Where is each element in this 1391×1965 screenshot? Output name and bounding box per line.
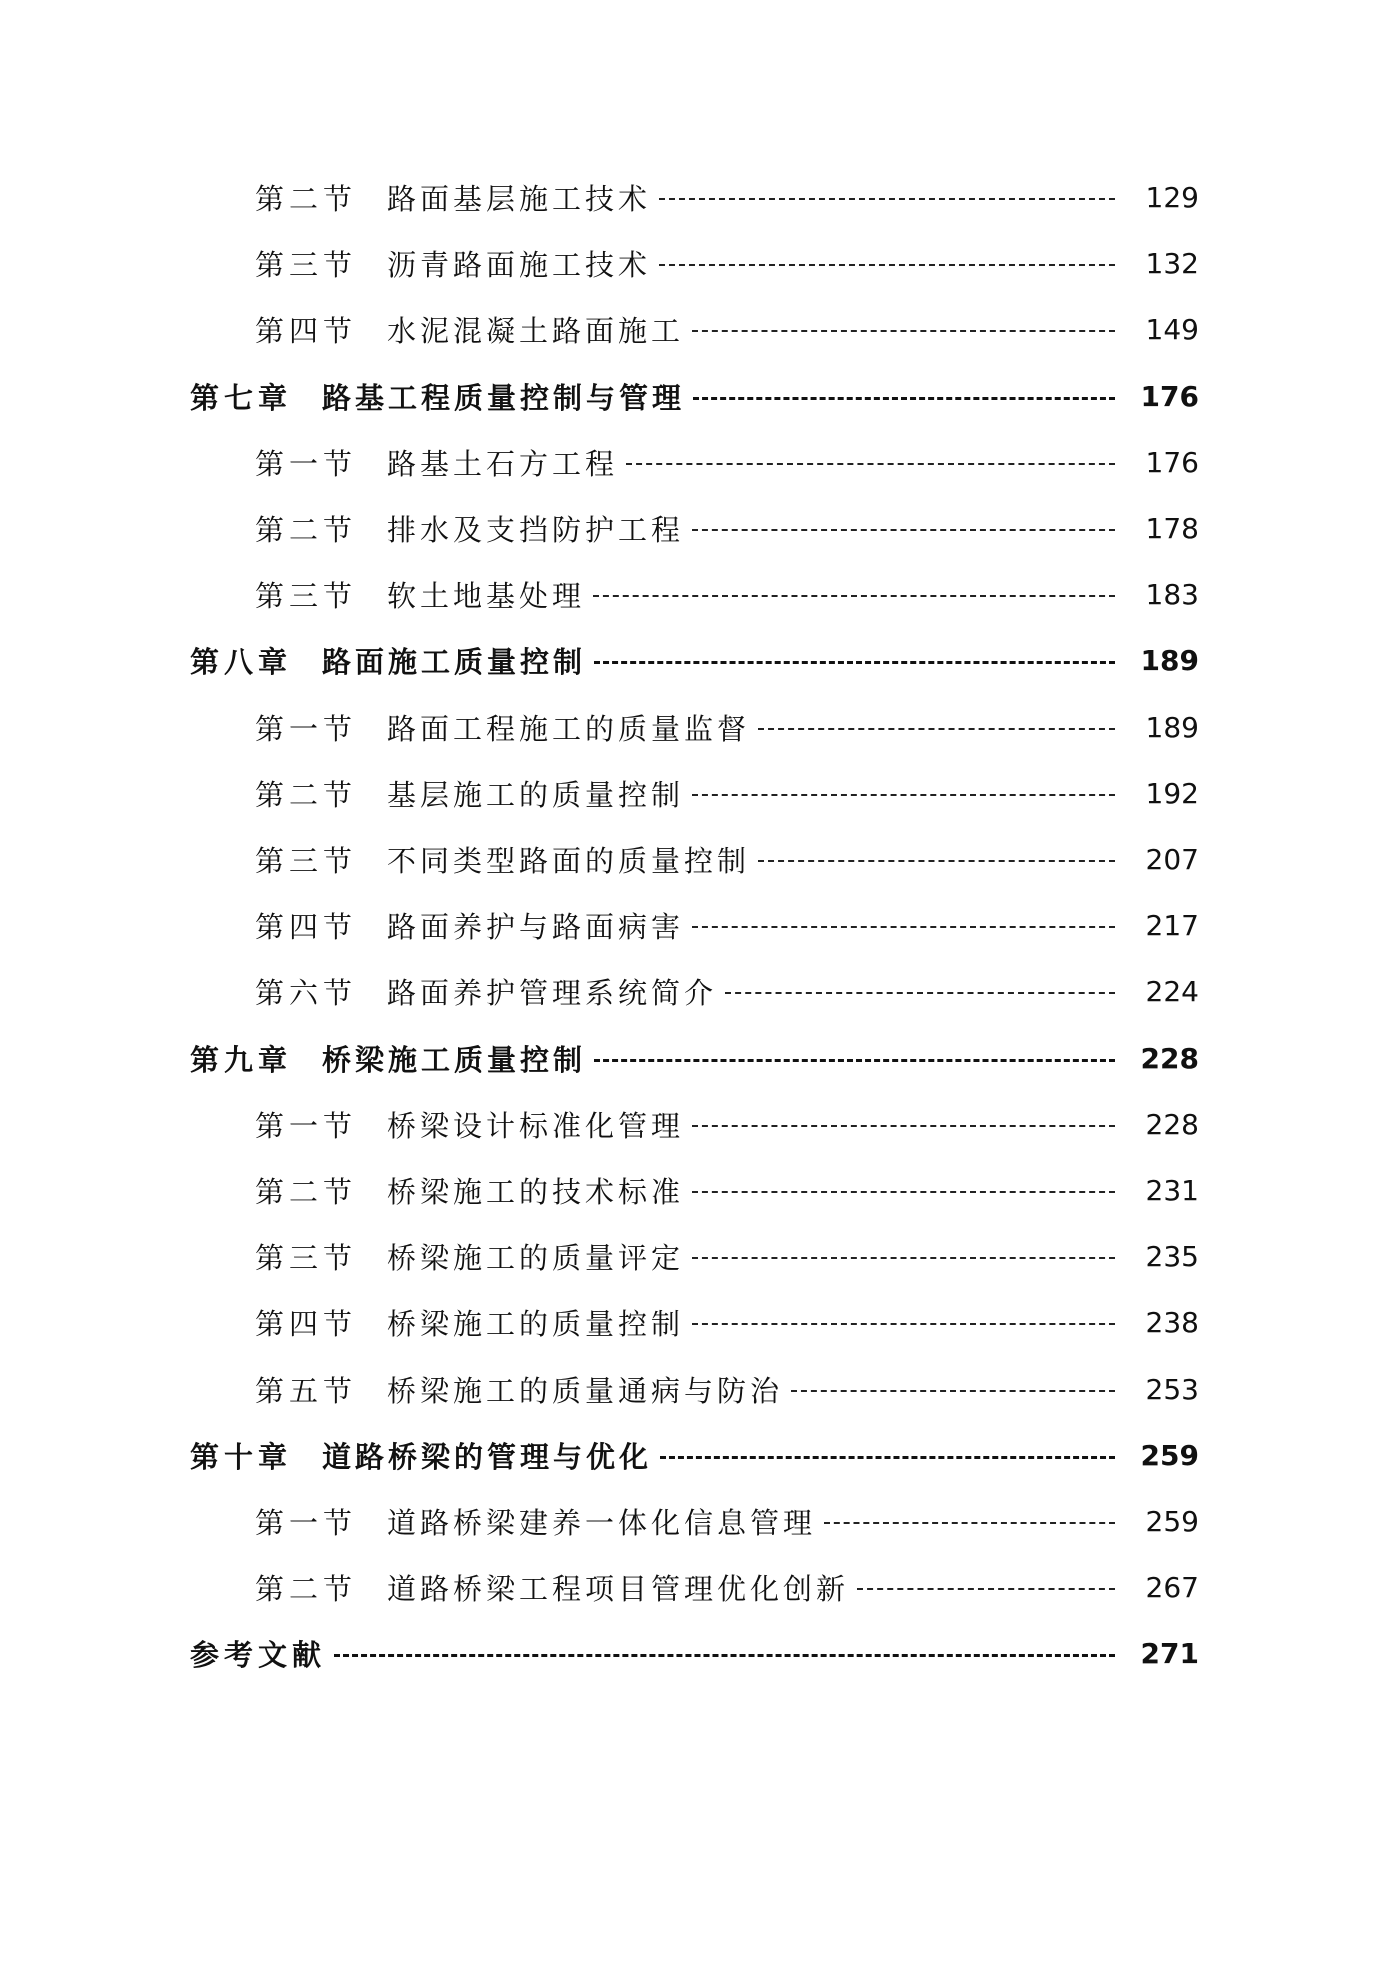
toc-entry-title: 桥梁施工质量控制 xyxy=(322,1042,587,1077)
toc-entry-label: 第三节 xyxy=(255,843,358,878)
toc-section-entry[interactable] xyxy=(0,769,1391,817)
toc-section-entry[interactable] xyxy=(0,1232,1391,1280)
toc-section-entry[interactable] xyxy=(0,1365,1391,1413)
toc-entry-label: 第一节 xyxy=(255,446,358,481)
toc-entry-title: 排水及支挡防护工程 xyxy=(387,512,685,547)
dot-leader xyxy=(692,330,1115,332)
toc-section-entry[interactable] xyxy=(0,504,1391,552)
toc-section-entry[interactable] xyxy=(0,967,1391,1015)
toc-section-entry[interactable] xyxy=(0,1497,1391,1545)
toc-page-number: 189 xyxy=(1140,643,1199,677)
toc-entry-label: 第七章 xyxy=(190,380,293,415)
toc-entry-title: 路面工程施工的质量监督 xyxy=(387,711,751,746)
toc-entry-label: 第四节 xyxy=(255,909,358,944)
toc-entry-label: 第二节 xyxy=(255,777,358,812)
toc-page-number: 224 xyxy=(1145,974,1199,1008)
toc-entry-label: 第二节 xyxy=(255,1174,358,1209)
toc-section-entry[interactable] xyxy=(0,438,1391,486)
dot-leader xyxy=(692,926,1115,928)
toc-section-entry[interactable] xyxy=(0,1166,1391,1214)
toc-entry-title: 道路桥梁工程项目管理优化创新 xyxy=(387,1571,850,1606)
toc-chapter-entry[interactable] xyxy=(0,636,1391,684)
dot-leader xyxy=(758,860,1115,862)
toc-page-number: 253 xyxy=(1145,1372,1199,1406)
toc-page-number: 217 xyxy=(1145,908,1199,942)
toc-section-entry[interactable] xyxy=(0,1563,1391,1611)
dot-leader xyxy=(824,1522,1115,1524)
toc-entry-label: 第二节 xyxy=(255,181,358,216)
toc-page-number: 176 xyxy=(1145,445,1199,479)
toc-page-number: 235 xyxy=(1145,1239,1199,1273)
toc-entry-label: 第一节 xyxy=(255,1505,358,1540)
toc-entry-title: 桥梁设计标准化管理 xyxy=(387,1108,685,1143)
dot-leader xyxy=(593,595,1115,597)
toc-chapter-entry[interactable] xyxy=(0,1629,1391,1677)
toc-page-number: 129 xyxy=(1145,180,1199,214)
toc-entry-label: 第十章 xyxy=(190,1439,293,1474)
dot-leader xyxy=(791,1390,1115,1392)
toc-entry-title: 不同类型路面的质量控制 xyxy=(387,843,751,878)
toc-page-number: 176 xyxy=(1140,379,1199,413)
toc-page-number: 183 xyxy=(1145,577,1199,611)
toc-entry-title: 水泥混凝土路面施工 xyxy=(387,313,685,348)
dot-leader xyxy=(594,1059,1115,1062)
toc-section-entry[interactable] xyxy=(0,305,1391,353)
dot-leader xyxy=(692,1125,1115,1127)
toc-entry-label: 第一节 xyxy=(255,1108,358,1143)
toc-entry-title: 桥梁施工的质量控制 xyxy=(387,1306,685,1341)
toc-entry-title: 路面施工质量控制 xyxy=(322,644,587,679)
toc-entry-label: 第八章 xyxy=(190,644,293,679)
dot-leader xyxy=(857,1588,1115,1590)
toc-entry-label: 第九章 xyxy=(190,1042,293,1077)
toc-page-number: 271 xyxy=(1140,1636,1199,1670)
toc-entry-title: 路面养护与路面病害 xyxy=(387,909,685,944)
dot-leader xyxy=(758,728,1115,730)
toc-page-number: 228 xyxy=(1140,1041,1199,1075)
toc-entry-label: 参考文献 xyxy=(190,1637,327,1672)
toc-entry-title: 基层施工的质量控制 xyxy=(387,777,685,812)
toc-section-entry[interactable] xyxy=(0,570,1391,618)
toc-entry-title: 道路桥梁建养一体化信息管理 xyxy=(387,1505,817,1540)
dot-leader xyxy=(659,198,1115,200)
toc-entry-label: 第二节 xyxy=(255,1571,358,1606)
dot-leader xyxy=(692,794,1115,796)
toc-entry-label: 第一节 xyxy=(255,711,358,746)
toc-entry-title: 桥梁施工的质量评定 xyxy=(387,1240,685,1275)
toc-section-entry[interactable] xyxy=(0,1298,1391,1346)
toc-entry-title: 道路桥梁的管理与优化 xyxy=(322,1439,653,1474)
toc-page-number: 238 xyxy=(1145,1305,1199,1339)
dot-leader xyxy=(725,992,1115,994)
dot-leader xyxy=(626,463,1115,465)
toc-entry-title: 路基工程质量控制与管理 xyxy=(322,380,686,415)
toc-page-number: 259 xyxy=(1140,1438,1199,1472)
toc-entry-label: 第六节 xyxy=(255,975,358,1010)
toc-page-number: 267 xyxy=(1145,1570,1199,1604)
toc-page-number: 178 xyxy=(1145,511,1199,545)
toc-section-entry[interactable] xyxy=(0,835,1391,883)
toc-page-number: 189 xyxy=(1145,710,1199,744)
toc-entry-label: 第二节 xyxy=(255,512,358,547)
dot-leader xyxy=(594,661,1115,664)
dot-leader xyxy=(692,1257,1115,1259)
toc-entry-label: 第四节 xyxy=(255,313,358,348)
toc-page-number: 192 xyxy=(1145,776,1199,810)
toc-page-number: 228 xyxy=(1145,1107,1199,1141)
toc-page-number: 132 xyxy=(1145,246,1199,280)
dot-leader xyxy=(692,529,1115,531)
toc-entry-title: 桥梁施工的技术标准 xyxy=(387,1174,685,1209)
toc-entry-label: 第三节 xyxy=(255,1240,358,1275)
toc-section-entry[interactable] xyxy=(0,1100,1391,1148)
toc-entry-title: 路面基层施工技术 xyxy=(387,181,652,216)
toc-entry-label: 第四节 xyxy=(255,1306,358,1341)
dot-leader xyxy=(693,397,1115,400)
toc-chapter-entry[interactable] xyxy=(0,1431,1391,1479)
toc-section-entry[interactable] xyxy=(0,703,1391,751)
toc-page-number: 207 xyxy=(1145,842,1199,876)
toc-section-entry[interactable] xyxy=(0,173,1391,221)
toc-entry-title: 路面养护管理系统简介 xyxy=(387,975,718,1010)
toc-entry-title: 软土地基处理 xyxy=(387,578,586,613)
toc-section-entry[interactable] xyxy=(0,239,1391,287)
dot-leader xyxy=(659,264,1115,266)
toc-chapter-entry[interactable] xyxy=(0,1034,1391,1082)
toc-page-number: 259 xyxy=(1145,1504,1199,1538)
dot-leader xyxy=(692,1323,1115,1325)
toc-entry-title: 路基土石方工程 xyxy=(387,446,619,481)
dot-leader xyxy=(692,1191,1115,1193)
toc-entry-title: 桥梁施工的质量通病与防治 xyxy=(387,1373,784,1408)
toc-page-number: 149 xyxy=(1145,312,1199,346)
toc-page-number: 231 xyxy=(1145,1173,1199,1207)
toc-entry-title: 沥青路面施工技术 xyxy=(387,247,652,282)
dot-leader xyxy=(334,1654,1115,1657)
toc-entry-label: 第三节 xyxy=(255,247,358,282)
toc-entry-label: 第三节 xyxy=(255,578,358,613)
toc-entry-label: 第五节 xyxy=(255,1373,358,1408)
dot-leader xyxy=(660,1456,1115,1459)
toc-chapter-entry[interactable] xyxy=(0,372,1391,420)
toc-section-entry[interactable] xyxy=(0,901,1391,949)
